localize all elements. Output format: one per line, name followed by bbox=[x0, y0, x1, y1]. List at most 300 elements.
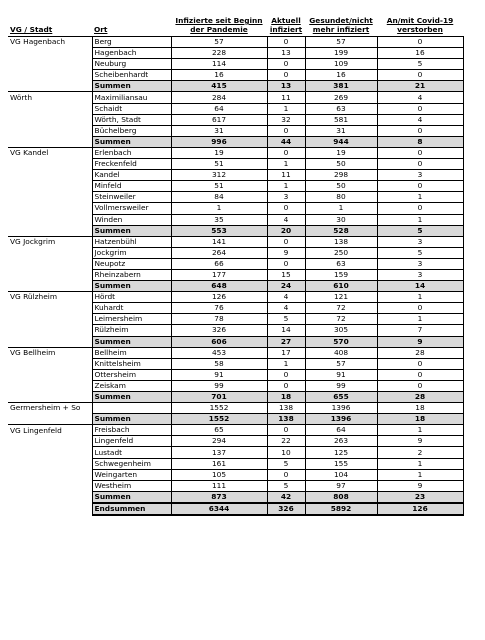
place-name: Hatzenbühl bbox=[92, 236, 171, 247]
place-name: Berg bbox=[92, 37, 171, 48]
infected-subtotal: 1552 bbox=[171, 414, 267, 425]
recovered-value: 305 bbox=[305, 325, 377, 336]
table-row bbox=[8, 480, 463, 491]
recovered-value: 57 bbox=[305, 358, 377, 369]
infected-value: 1552 bbox=[171, 403, 267, 414]
table-row bbox=[8, 314, 463, 325]
place-name: Schwegenheim bbox=[92, 458, 171, 469]
table-row bbox=[8, 447, 463, 458]
deceased-value: 3 bbox=[377, 269, 463, 280]
recovered-value: 57 bbox=[305, 37, 377, 48]
recovered-value: 125 bbox=[305, 447, 377, 458]
table-row bbox=[8, 358, 463, 369]
recovered-value: 199 bbox=[305, 48, 377, 59]
group-name: VG Kandel bbox=[8, 147, 92, 158]
infected-value: 161 bbox=[171, 458, 267, 469]
table-row bbox=[8, 458, 463, 469]
group-cell bbox=[8, 392, 92, 403]
deceased-value: 0 bbox=[377, 358, 463, 369]
active-subtotal: 27 bbox=[267, 336, 305, 347]
active-value: 4 bbox=[267, 214, 305, 225]
group-cell bbox=[8, 247, 92, 258]
deceased-value: 1 bbox=[377, 458, 463, 469]
infected-value: 35 bbox=[171, 214, 267, 225]
deceased-subtotal: 9 bbox=[377, 336, 463, 347]
table-row bbox=[8, 125, 463, 136]
active-value: 4 bbox=[267, 303, 305, 314]
active-value: 9 bbox=[267, 247, 305, 258]
deceased-value: 0 bbox=[377, 37, 463, 48]
table-row bbox=[8, 292, 463, 303]
deceased-subtotal: 18 bbox=[377, 414, 463, 425]
active-value: 1 bbox=[267, 181, 305, 192]
active-subtotal: 42 bbox=[267, 491, 305, 503]
recovered-value: 80 bbox=[305, 192, 377, 203]
table-row bbox=[8, 203, 463, 214]
deceased-grand-total: 126 bbox=[377, 503, 463, 515]
infected-value: 617 bbox=[171, 114, 267, 125]
active-value: 1 bbox=[267, 103, 305, 114]
infected-value: 91 bbox=[171, 369, 267, 380]
header-group: VG / Stadt bbox=[10, 25, 53, 34]
table-row bbox=[8, 192, 463, 203]
group-cell bbox=[8, 380, 92, 391]
place-name: Knittelsheim bbox=[92, 358, 171, 369]
infected-subtotal: 415 bbox=[171, 81, 267, 92]
recovered-value: 298 bbox=[305, 170, 377, 181]
group-cell bbox=[8, 192, 92, 203]
deceased-subtotal: 28 bbox=[377, 392, 463, 403]
group-name: VG Bellheim bbox=[8, 347, 92, 358]
deceased-value: 3 bbox=[377, 258, 463, 269]
recovered-value: 99 bbox=[305, 380, 377, 391]
infected-value: 141 bbox=[171, 236, 267, 247]
group-cell bbox=[8, 114, 92, 125]
recovered-value: 63 bbox=[305, 258, 377, 269]
recovered-subtotal: 808 bbox=[305, 491, 377, 503]
active-value: 0 bbox=[267, 125, 305, 136]
place-name: Maximiliansau bbox=[92, 92, 171, 103]
group-cell bbox=[8, 369, 92, 380]
active-value: 0 bbox=[267, 425, 305, 436]
table-row bbox=[8, 347, 463, 358]
place-name: Kuhardt bbox=[92, 303, 171, 314]
infected-value: 312 bbox=[171, 170, 267, 181]
recovered-subtotal: 610 bbox=[305, 281, 377, 292]
group-cell bbox=[8, 203, 92, 214]
group-cell bbox=[8, 70, 92, 81]
table-row bbox=[8, 37, 463, 48]
deceased-subtotal: 23 bbox=[377, 491, 463, 503]
infected-value: 114 bbox=[171, 59, 267, 70]
infected-value: 1 bbox=[171, 203, 267, 214]
group-cell bbox=[8, 447, 92, 458]
recovered-value: 263 bbox=[305, 436, 377, 447]
recovered-value: 109 bbox=[305, 59, 377, 70]
deceased-value: 1 bbox=[377, 314, 463, 325]
group-cell bbox=[8, 225, 92, 236]
table-row bbox=[8, 92, 463, 103]
deceased-value: 5 bbox=[377, 247, 463, 258]
infected-subtotal: 553 bbox=[171, 225, 267, 236]
deceased-value: 9 bbox=[377, 436, 463, 447]
place-name: Ottersheim bbox=[92, 369, 171, 380]
grand-total-row bbox=[8, 503, 463, 515]
active-value: 138 bbox=[267, 403, 305, 414]
deceased-value: 0 bbox=[377, 70, 463, 81]
deceased-value: 9 bbox=[377, 480, 463, 491]
active-value: 17 bbox=[267, 347, 305, 358]
table-row bbox=[8, 103, 463, 114]
infected-value: 111 bbox=[171, 480, 267, 491]
recovered-value: 250 bbox=[305, 247, 377, 258]
active-value: 14 bbox=[267, 325, 305, 336]
place-name: Minfeld bbox=[92, 181, 171, 192]
group-cell bbox=[8, 480, 92, 491]
recovered-value: 581 bbox=[305, 114, 377, 125]
table-row bbox=[8, 159, 463, 170]
subtotal-row bbox=[8, 81, 463, 92]
infected-value: 294 bbox=[171, 436, 267, 447]
infected-value: 228 bbox=[171, 48, 267, 59]
active-subtotal: 13 bbox=[267, 81, 305, 92]
place-name: Erlenbach bbox=[92, 147, 171, 158]
group-cell bbox=[8, 59, 92, 70]
infected-value: 177 bbox=[171, 269, 267, 280]
place-name: Neupotz bbox=[92, 258, 171, 269]
group-cell bbox=[8, 336, 92, 347]
active-value: 4 bbox=[267, 292, 305, 303]
place-name: Lustadt bbox=[92, 447, 171, 458]
place-name: Steinweiler bbox=[92, 192, 171, 203]
group-cell bbox=[8, 181, 92, 192]
recovered-value: 269 bbox=[305, 92, 377, 103]
place-name: Scheibenhardt bbox=[92, 70, 171, 81]
table-row bbox=[8, 325, 463, 336]
table-row bbox=[8, 247, 463, 258]
group-cell bbox=[8, 503, 92, 515]
group-name: VG Hagenbach bbox=[8, 37, 92, 48]
place-name: Vollmersweiler bbox=[92, 203, 171, 214]
place-name: Jockgrim bbox=[92, 247, 171, 258]
group-cell bbox=[8, 458, 92, 469]
group-cell bbox=[8, 325, 92, 336]
infected-value: 57 bbox=[171, 37, 267, 48]
recovered-value: 72 bbox=[305, 314, 377, 325]
subtotal-label: Summen bbox=[92, 491, 171, 503]
recovered-value: 155 bbox=[305, 458, 377, 469]
group-name: VG Rülzheim bbox=[8, 292, 92, 303]
active-value: 0 bbox=[267, 369, 305, 380]
infected-value: 16 bbox=[171, 70, 267, 81]
table-row bbox=[8, 59, 463, 70]
table-row bbox=[8, 48, 463, 59]
table-row bbox=[8, 258, 463, 269]
group-cell bbox=[8, 214, 92, 225]
deceased-value: 18 bbox=[377, 403, 463, 414]
group-cell bbox=[8, 281, 92, 292]
group-cell bbox=[8, 269, 92, 280]
place-name: Weingarten bbox=[92, 469, 171, 480]
deceased-value: 1 bbox=[377, 292, 463, 303]
deceased-value: 5 bbox=[377, 59, 463, 70]
place-name: Bellheim bbox=[92, 347, 171, 358]
table-row bbox=[8, 214, 463, 225]
recovered-value: 30 bbox=[305, 214, 377, 225]
recovered-subtotal: 570 bbox=[305, 336, 377, 347]
table-row bbox=[8, 303, 463, 314]
recovered-value: 97 bbox=[305, 480, 377, 491]
active-value: 0 bbox=[267, 236, 305, 247]
active-value: 0 bbox=[267, 380, 305, 391]
infected-value: 78 bbox=[171, 314, 267, 325]
place-name: Zeiskam bbox=[92, 380, 171, 391]
recovered-value: 408 bbox=[305, 347, 377, 358]
recovered-subtotal: 1396 bbox=[305, 414, 377, 425]
deceased-subtotal: 8 bbox=[377, 136, 463, 147]
group-cell bbox=[8, 258, 92, 269]
infected-subtotal: 873 bbox=[171, 491, 267, 503]
recovered-value: 159 bbox=[305, 269, 377, 280]
active-value: 0 bbox=[267, 147, 305, 158]
recovered-value: 1396 bbox=[305, 403, 377, 414]
deceased-value: 16 bbox=[377, 48, 463, 59]
infected-value: 105 bbox=[171, 469, 267, 480]
recovered-value: 104 bbox=[305, 469, 377, 480]
recovered-value: 138 bbox=[305, 236, 377, 247]
header-place: Ort bbox=[94, 25, 108, 34]
active-value: 10 bbox=[267, 447, 305, 458]
infected-value: 99 bbox=[171, 380, 267, 391]
infected-value: 126 bbox=[171, 292, 267, 303]
subtotal-label: Summen bbox=[92, 414, 171, 425]
active-value: 3 bbox=[267, 192, 305, 203]
infected-value: 19 bbox=[171, 147, 267, 158]
infected-grand-total: 6344 bbox=[171, 503, 267, 515]
group-name: VG Lingenfeld bbox=[8, 425, 92, 436]
infected-value: 51 bbox=[171, 159, 267, 170]
recovered-value: 16 bbox=[305, 70, 377, 81]
recovered-value: 50 bbox=[305, 181, 377, 192]
table-row bbox=[8, 436, 463, 447]
table-row bbox=[8, 114, 463, 125]
group-cell bbox=[8, 170, 92, 181]
table-row bbox=[8, 425, 463, 436]
recovered-value: 121 bbox=[305, 292, 377, 303]
deceased-value: 4 bbox=[377, 92, 463, 103]
active-value: 0 bbox=[267, 59, 305, 70]
subtotal-label: Summen bbox=[92, 281, 171, 292]
active-subtotal: 18 bbox=[267, 392, 305, 403]
infected-value: 64 bbox=[171, 103, 267, 114]
deceased-value: 0 bbox=[377, 303, 463, 314]
header-deceased: An/mit Covid-19 verstorben bbox=[386, 16, 454, 34]
table-row bbox=[8, 469, 463, 480]
deceased-value: 4 bbox=[377, 114, 463, 125]
recovered-value: 72 bbox=[305, 303, 377, 314]
subtotal-label: Summen bbox=[92, 81, 171, 92]
recovered-subtotal: 528 bbox=[305, 225, 377, 236]
recovered-value: 91 bbox=[305, 369, 377, 380]
deceased-value: 0 bbox=[377, 103, 463, 114]
place-name: Freckenfeld bbox=[92, 159, 171, 170]
deceased-subtotal: 21 bbox=[377, 81, 463, 92]
subtotal-row bbox=[8, 225, 463, 236]
table-row bbox=[8, 236, 463, 247]
infected-value: 65 bbox=[171, 425, 267, 436]
place-name: Freisbach bbox=[92, 425, 171, 436]
header-row bbox=[8, 10, 463, 37]
place-name bbox=[92, 403, 171, 414]
active-subtotal: 24 bbox=[267, 281, 305, 292]
covid-cases-table bbox=[8, 10, 464, 516]
deceased-value: 7 bbox=[377, 325, 463, 336]
table-row bbox=[8, 369, 463, 380]
active-value: 22 bbox=[267, 436, 305, 447]
deceased-value: 1 bbox=[377, 214, 463, 225]
deceased-value: 3 bbox=[377, 170, 463, 181]
group-cell bbox=[8, 159, 92, 170]
active-subtotal: 44 bbox=[267, 136, 305, 147]
group-cell bbox=[8, 358, 92, 369]
active-value: 5 bbox=[267, 314, 305, 325]
group-name: Wörth bbox=[8, 92, 92, 103]
deceased-value: 3 bbox=[377, 236, 463, 247]
active-value: 11 bbox=[267, 92, 305, 103]
table-row bbox=[8, 403, 463, 414]
infected-value: 284 bbox=[171, 92, 267, 103]
active-value: 0 bbox=[267, 258, 305, 269]
group-cell bbox=[8, 125, 92, 136]
recovered-value: 19 bbox=[305, 147, 377, 158]
place-name: Hördt bbox=[92, 292, 171, 303]
deceased-value: 0 bbox=[377, 203, 463, 214]
recovered-subtotal: 381 bbox=[305, 81, 377, 92]
group-cell bbox=[8, 103, 92, 114]
group-cell bbox=[8, 81, 92, 92]
deceased-subtotal: 5 bbox=[377, 225, 463, 236]
place-name: Kandel bbox=[92, 170, 171, 181]
active-value: 0 bbox=[267, 203, 305, 214]
active-value: 1 bbox=[267, 358, 305, 369]
place-name: Neuburg bbox=[92, 59, 171, 70]
infected-value: 84 bbox=[171, 192, 267, 203]
grand-total-label: Endsummen bbox=[92, 503, 171, 515]
deceased-value: 1 bbox=[377, 469, 463, 480]
deceased-value: 0 bbox=[377, 159, 463, 170]
table-row bbox=[8, 181, 463, 192]
active-value: 5 bbox=[267, 458, 305, 469]
header-recovered: Gesundet/nicht mehr infiziert bbox=[309, 16, 373, 34]
active-value: 0 bbox=[267, 37, 305, 48]
deceased-value: 0 bbox=[377, 369, 463, 380]
group-name: Germersheim + So bbox=[8, 403, 92, 414]
place-name: Schaidt bbox=[92, 103, 171, 114]
subtotal-row bbox=[8, 281, 463, 292]
active-value: 1 bbox=[267, 159, 305, 170]
place-name: Lingenfeld bbox=[92, 436, 171, 447]
infected-value: 326 bbox=[171, 325, 267, 336]
table-row bbox=[8, 70, 463, 81]
group-cell bbox=[8, 314, 92, 325]
active-value: 0 bbox=[267, 469, 305, 480]
subtotal-label: Summen bbox=[92, 392, 171, 403]
subtotal-row bbox=[8, 336, 463, 347]
group-name: VG Jockgrim bbox=[8, 236, 92, 247]
place-name: Westheim bbox=[92, 480, 171, 491]
active-grand-total: 326 bbox=[267, 503, 305, 515]
group-cell bbox=[8, 303, 92, 314]
infected-value: 66 bbox=[171, 258, 267, 269]
infected-subtotal: 648 bbox=[171, 281, 267, 292]
deceased-value: 2 bbox=[377, 447, 463, 458]
deceased-value: 1 bbox=[377, 192, 463, 203]
deceased-value: 1 bbox=[377, 425, 463, 436]
recovered-value: 50 bbox=[305, 159, 377, 170]
subtotal-label: Summen bbox=[92, 336, 171, 347]
table-row bbox=[8, 269, 463, 280]
subtotal-row bbox=[8, 414, 463, 425]
recovered-subtotal: 655 bbox=[305, 392, 377, 403]
recovered-grand-total: 5892 bbox=[305, 503, 377, 515]
group-cell bbox=[8, 436, 92, 447]
active-value: 32 bbox=[267, 114, 305, 125]
place-name: Büchelberg bbox=[92, 125, 171, 136]
recovered-value: 1 bbox=[305, 203, 377, 214]
subtotal-row bbox=[8, 491, 463, 503]
place-name: Rheinzabern bbox=[92, 269, 171, 280]
table-row bbox=[8, 147, 463, 158]
infected-subtotal: 606 bbox=[171, 336, 267, 347]
group-cell bbox=[8, 48, 92, 59]
infected-value: 76 bbox=[171, 303, 267, 314]
deceased-subtotal: 14 bbox=[377, 281, 463, 292]
subtotal-label: Summen bbox=[92, 225, 171, 236]
deceased-value: 0 bbox=[377, 380, 463, 391]
subtotal-row bbox=[8, 392, 463, 403]
place-name: Rülzheim bbox=[92, 325, 171, 336]
header-infected: Infizierte seit Beginn der Pandemie bbox=[175, 16, 263, 34]
deceased-value: 0 bbox=[377, 181, 463, 192]
recovered-value: 64 bbox=[305, 425, 377, 436]
group-cell bbox=[8, 491, 92, 503]
place-name: Hagenbach bbox=[92, 48, 171, 59]
active-value: 5 bbox=[267, 480, 305, 491]
subtotal-row bbox=[8, 136, 463, 147]
place-name: Leimersheim bbox=[92, 314, 171, 325]
infected-subtotal: 701 bbox=[171, 392, 267, 403]
active-subtotal: 138 bbox=[267, 414, 305, 425]
subtotal-label: Summen bbox=[92, 136, 171, 147]
deceased-value: 28 bbox=[377, 347, 463, 358]
active-value: 15 bbox=[267, 269, 305, 280]
active-value: 13 bbox=[267, 48, 305, 59]
recovered-subtotal: 944 bbox=[305, 136, 377, 147]
infected-value: 453 bbox=[171, 347, 267, 358]
active-subtotal: 20 bbox=[267, 225, 305, 236]
table-row bbox=[8, 170, 463, 181]
infected-value: 264 bbox=[171, 247, 267, 258]
infected-value: 137 bbox=[171, 447, 267, 458]
group-cell bbox=[8, 469, 92, 480]
deceased-value: 0 bbox=[377, 147, 463, 158]
infected-value: 51 bbox=[171, 181, 267, 192]
place-name: Wörth, Stadt bbox=[92, 114, 171, 125]
active-value: 0 bbox=[267, 70, 305, 81]
place-name: Winden bbox=[92, 214, 171, 225]
recovered-value: 63 bbox=[305, 103, 377, 114]
recovered-value: 31 bbox=[305, 125, 377, 136]
